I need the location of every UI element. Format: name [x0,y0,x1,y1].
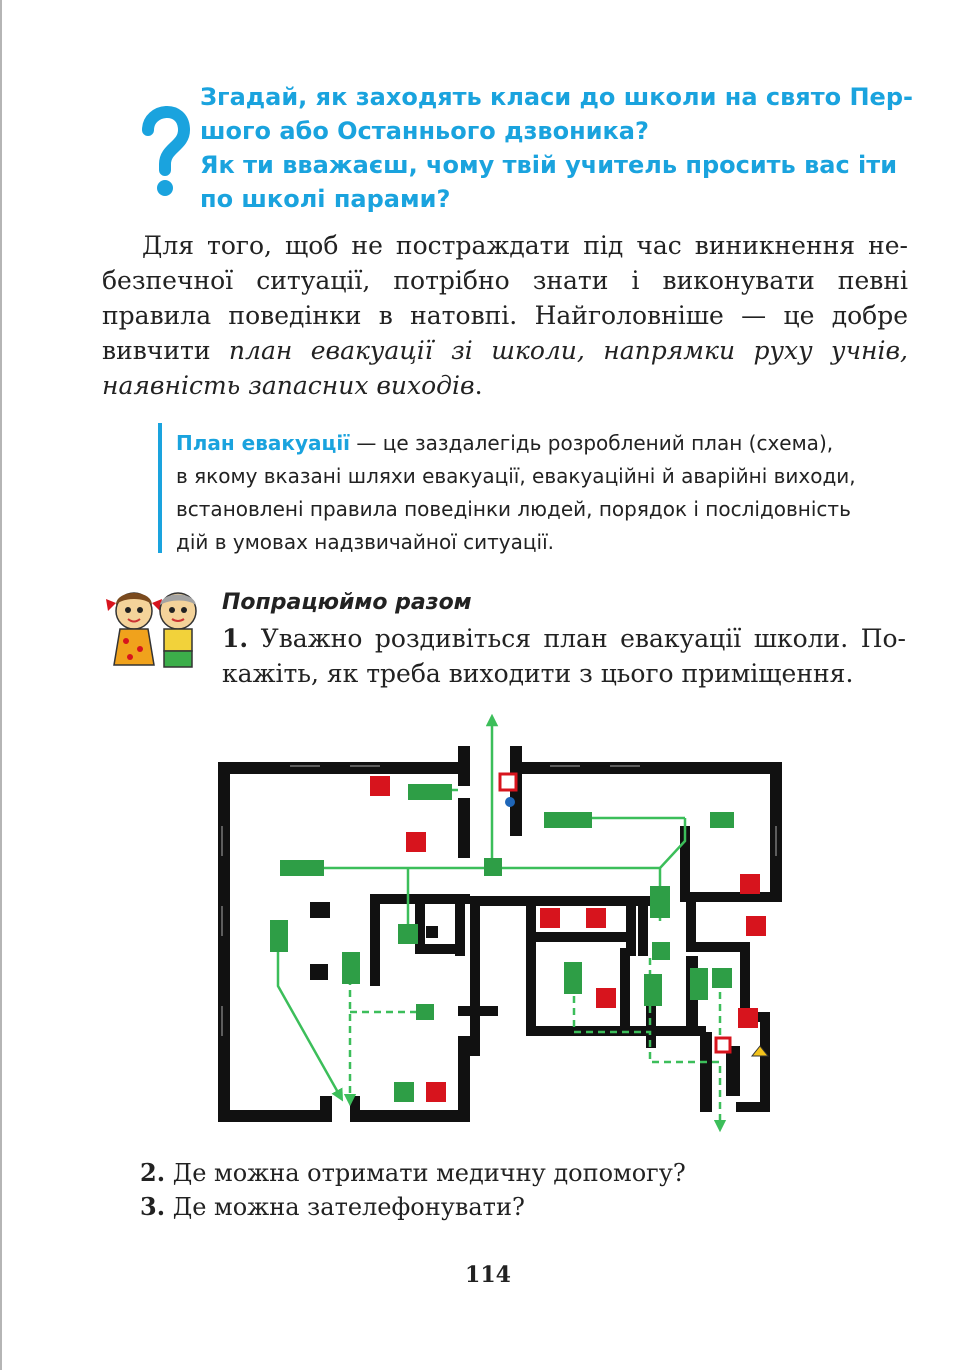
intro-line [102,333,908,368]
reflection-question [200,80,913,216]
task-number: 3. [140,1192,166,1221]
task-2 [140,1156,686,1190]
two-kids-icon [100,585,210,675]
task-text: Де можна зателефонувати? [165,1193,525,1221]
task-1 [222,621,906,691]
definition-line: дій в умовах надзвичайної ситуації. [176,530,554,554]
task-number: 2. [140,1158,166,1187]
task-text: Де можна отримати медичну допомогу? [165,1159,686,1187]
intro-line: правила поведінки в натовпі. Найголовніше — це добре [102,301,908,330]
question-line: по школі парами? [200,185,451,213]
definition-line [176,427,906,460]
task-line: кажіть, як треба виходити з цього приміщення. [222,659,854,688]
evacuation-plan-diagram [200,706,800,1146]
exit-signs [270,784,734,1102]
intro-text: . [474,371,483,400]
task-number: 1. [222,624,249,653]
evacuation-routes [278,720,685,1096]
intro-line: безпечної ситуації, потрібно знати і виконувати певні [102,266,908,295]
intro-text: вивчити [102,336,229,365]
page-number: 114 [465,1262,511,1288]
question-line: Як ти вважаєш, чому твій учитель просить вас іти [200,151,898,179]
definition-text: — це заздалегідь розроблений план (схема), [350,431,834,455]
intro-line [102,368,908,403]
task-line [222,621,906,656]
task-text: Уважно роздивіться план евакуації школи. По- [248,624,906,653]
task-3 [140,1190,525,1224]
definition-line: встановлені правила поведінки людей, порядок і послідовність [176,497,851,521]
page-edge [0,0,2,1370]
work-together-heading: Попрацюймо разом [222,590,472,615]
question-line: Згадай, як заходять класи до школи на свято Пер- [200,83,913,111]
intro-paragraph [102,228,908,403]
question-line: шого або Останнього дзвоника? [200,117,649,145]
intro-line: Для того, щоб не постраждати під час виникнення не- [142,231,908,260]
walls [218,746,782,1122]
intro-emphasis: план евакуації зі школи, напрямки руху учнів, [228,336,908,365]
question-mark-icon [140,100,190,200]
definition-line: в якому вказані шляхи евакуації, евакуаційні й аварійні виходи, [176,464,856,488]
definition-box [158,423,906,553]
definition-term: План евакуації [176,431,351,455]
intro-emphasis: наявність запасних виходів [102,371,475,400]
